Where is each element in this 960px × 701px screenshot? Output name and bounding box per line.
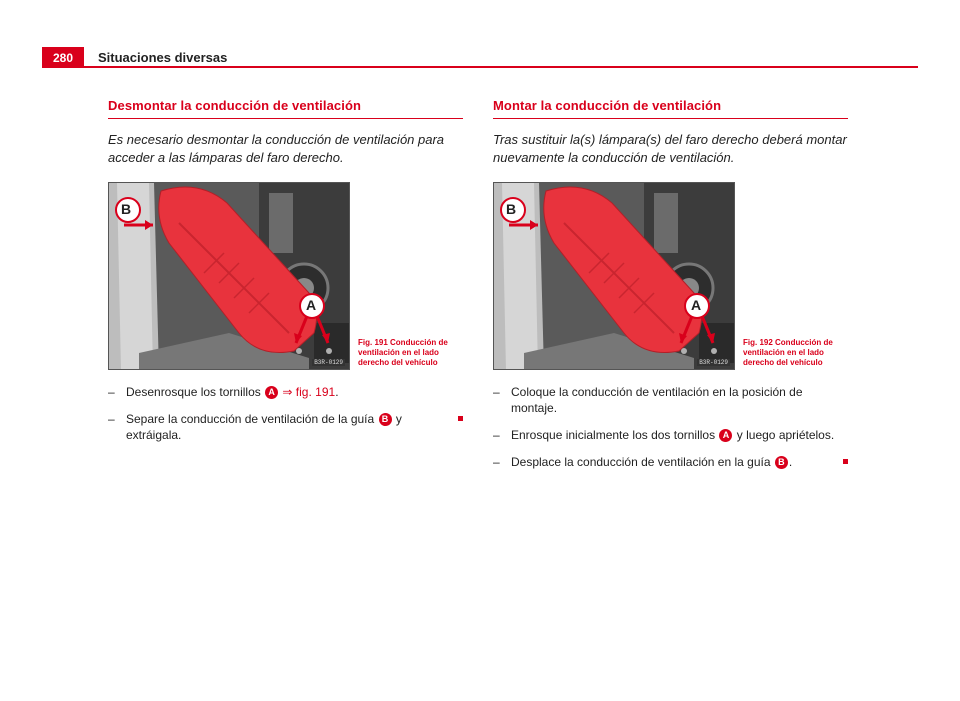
label-b-badge: B [379, 413, 392, 426]
section-end-marker [843, 459, 848, 464]
figure-caption: Fig. 192 Conducción de ventilación en el lado derecho del vehículo [743, 338, 833, 367]
engine-bay-illustration [108, 182, 350, 370]
step-text: Enrosque inicialmente los dos tornillos [511, 428, 719, 442]
step-text: y luego apriételos. [733, 428, 835, 442]
label-a-badge: A [719, 429, 732, 442]
section-remove-duct [108, 98, 463, 454]
step-text: Separe la conducción de ventilación de la guía [126, 412, 378, 426]
label-a: A [306, 297, 317, 313]
page-number: 280 [42, 47, 84, 68]
figure-caption: Fig. 191 Conducción de ventilación en el lado derecho del vehículo [358, 338, 448, 367]
step-item [493, 454, 848, 470]
step-dash: – [108, 412, 115, 426]
step-text: y extráigala. [126, 412, 402, 442]
step-text: Coloque la conducción de ventilación en la posición de montaje. [511, 385, 803, 415]
section-title: Montar la conducción de ventilación [493, 98, 848, 119]
step-text: Desenrosque los tornillos [126, 385, 265, 399]
step-dash: – [108, 385, 115, 399]
figure-code: B3R-0129 [699, 359, 728, 366]
section-intro: Es necesario desmontar la conducción de ventilación para acceder a las lámparas del faro derecho. [108, 132, 445, 165]
label-b-badge: B [775, 456, 788, 469]
step-item [493, 427, 848, 443]
step-list [108, 384, 463, 443]
step-text: . [335, 385, 339, 399]
section-intro: Tras sustituir la(s) lámpara(s) del faro derecho deberá montar nuevamente la conducción de ventilación. [493, 132, 847, 165]
section-title: Desmontar la conducción de ventilación [108, 98, 463, 119]
step-item [108, 384, 463, 400]
label-b: B [506, 201, 517, 217]
duct-diagram [109, 183, 350, 370]
figure-192 [493, 182, 848, 372]
header-rule [84, 66, 918, 68]
step-list [493, 384, 848, 470]
running-head: Situaciones diversas [98, 50, 228, 65]
step-dash: – [493, 455, 500, 469]
duct-diagram [494, 183, 735, 370]
section-end-marker [458, 416, 463, 421]
step-item [493, 384, 848, 416]
section-install-duct [493, 98, 848, 481]
step-text: . [788, 455, 793, 469]
step-dash: – [493, 385, 500, 399]
figure-191 [108, 182, 463, 372]
label-b: B [121, 201, 132, 217]
figure-code: B3R-0129 [314, 359, 343, 366]
engine-bay-illustration [493, 182, 735, 370]
step-text: Desplace la conducción de ventilación en la guía [511, 455, 774, 469]
step-item [108, 411, 463, 443]
figure-link[interactable]: ⇒ fig. 191 [282, 385, 336, 399]
label-a: A [691, 297, 702, 313]
step-dash: – [493, 428, 500, 442]
label-a-badge: A [265, 386, 278, 399]
